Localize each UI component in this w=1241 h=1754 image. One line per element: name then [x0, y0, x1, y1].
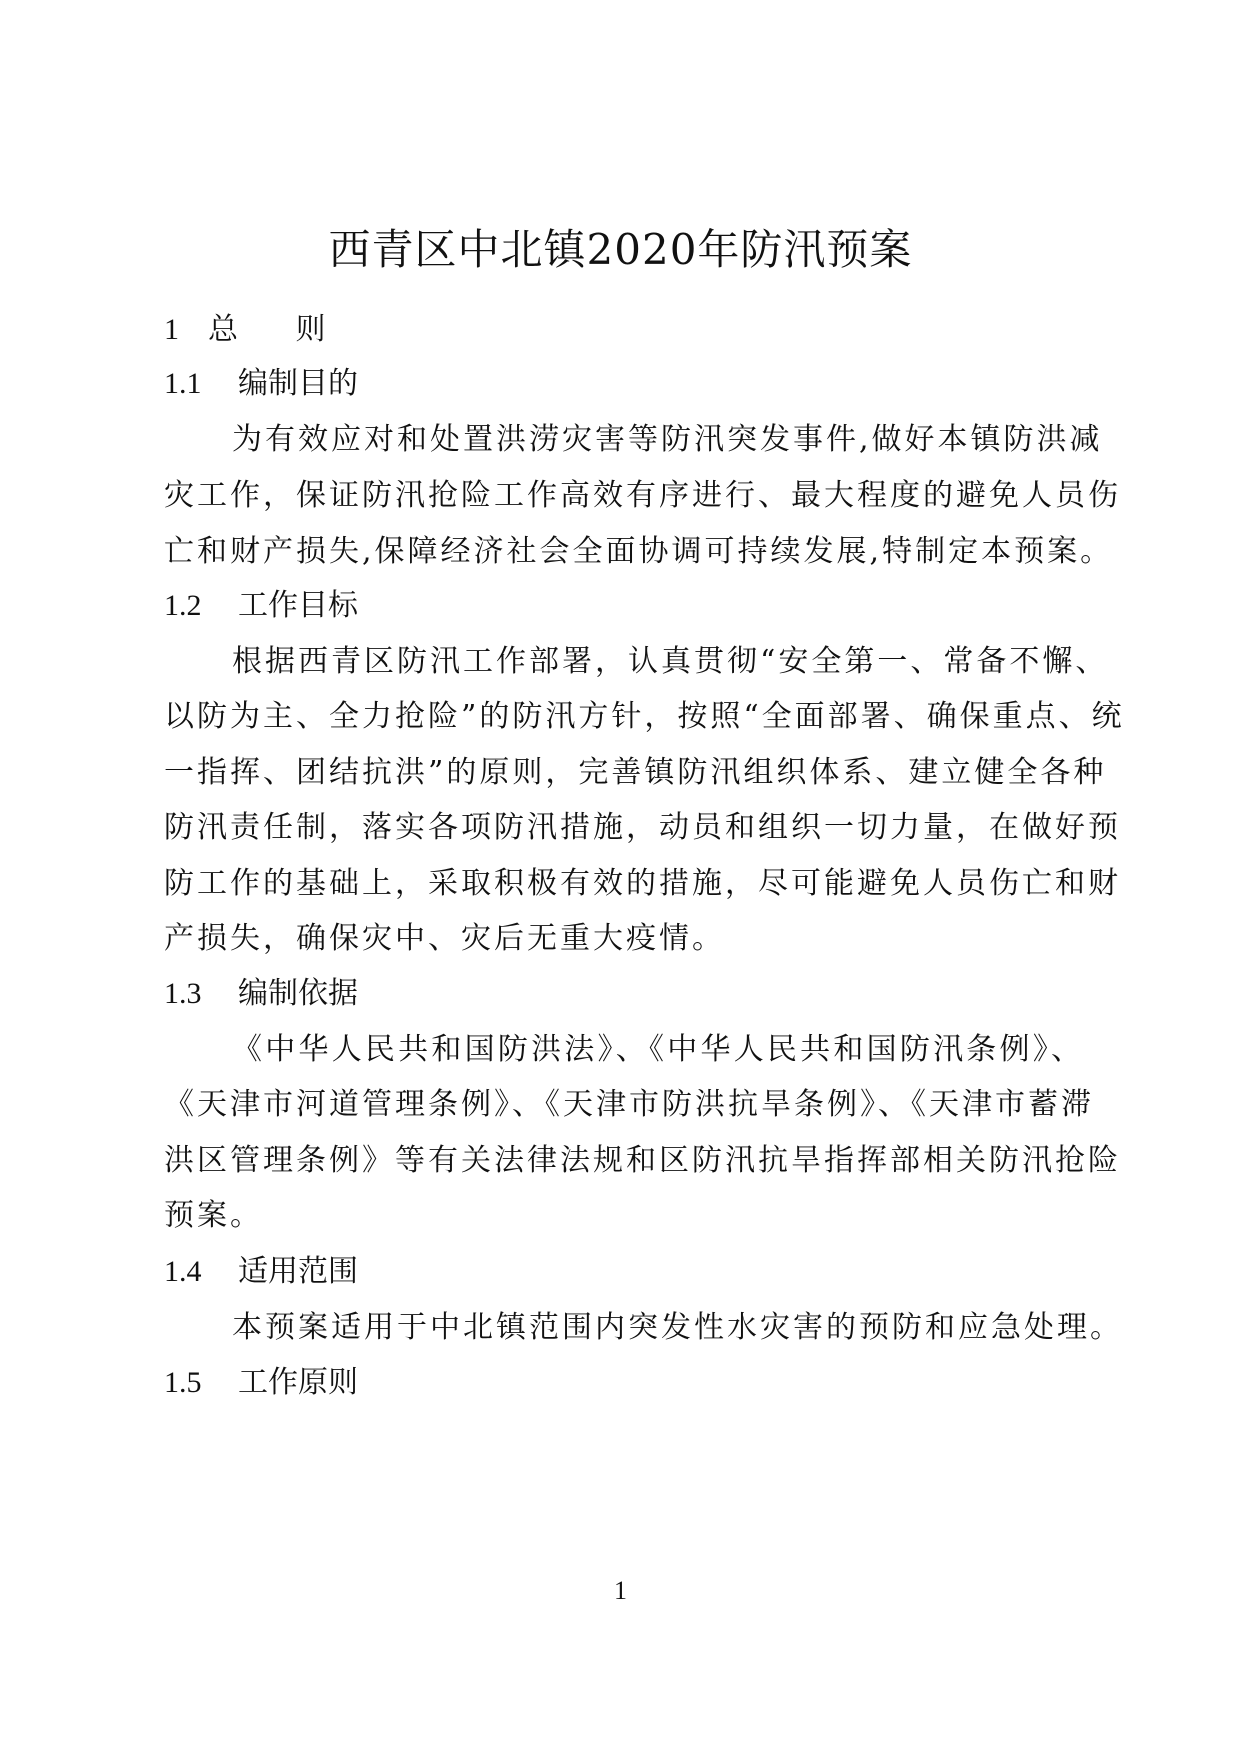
- paragraph-line: 防汛责任制，落实各项防汛措施，动员和组织一切力量，在做好预: [164, 810, 1121, 845]
- subsection-title: 适用范围: [238, 1254, 358, 1289]
- subsection-number: 1.4: [164, 1255, 202, 1288]
- subsection-heading-1-1: [164, 362, 358, 406]
- paragraph-line: 防工作的基础上，采取积极有效的措施，尽可能避免人员伤亡和财: [164, 866, 1121, 901]
- paragraph-line: 洪区管理条例》等有关法律法规和区防汛抗旱指挥部相关防汛抢险: [164, 1143, 1121, 1178]
- subsection-heading-1-5: [164, 1361, 358, 1405]
- paragraph-line: 《中华人民共和国防洪法》、《中华人民共和国防汛条例》、: [232, 1032, 1084, 1067]
- subsection-heading-1-3: [164, 972, 358, 1016]
- subsection-heading-1-4: [164, 1250, 358, 1294]
- subsection-heading-1-2: [164, 584, 358, 628]
- section-number: 1: [164, 313, 179, 346]
- subsection-number: 1.1: [164, 367, 202, 400]
- subsection-number: 1.2: [164, 589, 202, 622]
- subsection-title: 编制目的: [238, 366, 358, 401]
- subsection-number: 1.3: [164, 977, 202, 1010]
- paragraph-line: 一指挥、团结抗洪”的原则，完善镇防汛组织体系、建立健全各种: [164, 755, 1107, 790]
- page-number: 1: [614, 1576, 627, 1605]
- document-title: 西青区中北镇2020年防汛预案: [328, 225, 913, 274]
- paragraph-line: 《天津市河道管理条例》、《天津市防洪抗旱条例》、《天津市蓄滞: [164, 1087, 1094, 1122]
- paragraph-line: 亡和财产损失,保障经济社会全面协调可持续发展,特制定本预案。: [164, 534, 1114, 569]
- section-heading-1: [164, 308, 350, 352]
- subsection-title: 编制依据: [238, 976, 358, 1011]
- paragraph-line: 产损失，确保灾中、灾后无重大疫情。: [164, 921, 725, 956]
- paragraph-line: 根据西青区防汛工作部署，认真贯彻“安全第一、常备不懈、: [232, 644, 1109, 679]
- paragraph-line: 以防为主、全力抢险”的防汛方针，按照“全面部署、确保重点、统: [164, 699, 1125, 734]
- paragraph-line: 灾工作，保证防汛抢险工作高效有序进行、最大程度的避免人员伤: [164, 478, 1121, 513]
- paragraph-line: 为有效应对和处置洪涝灾害等防汛突发事件,做好本镇防洪减: [232, 422, 1103, 457]
- subsection-number: 1.5: [164, 1366, 202, 1399]
- section-title: 总 则: [208, 312, 350, 347]
- subsection-title: 工作原则: [238, 1365, 358, 1400]
- subsection-title: 工作目标: [238, 588, 358, 623]
- paragraph-line: 本预案适用于中北镇范围内突发性水灾害的预防和应急处理。: [232, 1310, 1123, 1345]
- paragraph-line: 预案。: [164, 1198, 263, 1233]
